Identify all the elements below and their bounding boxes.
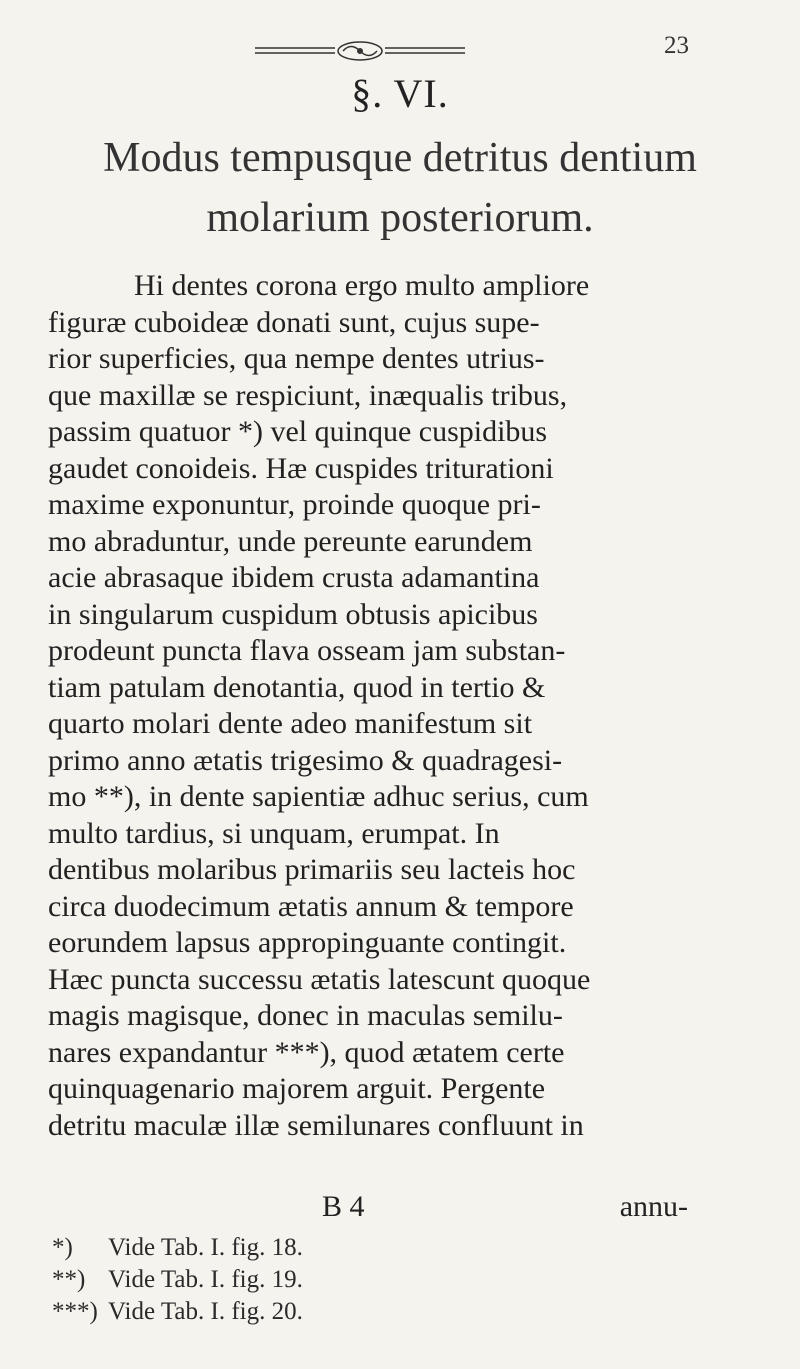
chapter-title <box>40 128 760 248</box>
text-line: nares expandantur ***), quod ætatem certe <box>48 1035 565 1069</box>
footnote-mark: **) <box>52 1266 86 1293</box>
footnote <box>52 1296 652 1328</box>
text-line: passim quatuor *) vel quinque cuspidibus <box>48 415 548 448</box>
text-line: Hi dentes corona ergo multo ampliore <box>134 269 590 302</box>
text-line: detritu maculæ illæ semilunares confluunt in <box>48 1108 584 1142</box>
catchline <box>48 1190 688 1226</box>
page-number: 23 <box>664 32 689 59</box>
text-line: Hæc puncta successu ætatis latescunt quoque <box>48 962 591 996</box>
footnote <box>52 1232 652 1264</box>
text-line: magis magisque, donec in maculas semilu- <box>48 999 563 1032</box>
footnote-text: Vide Tab. I. fig. 20. <box>108 1298 303 1325</box>
footnote-mark: *) <box>52 1234 73 1261</box>
text-line: prodeunt puncta flava osseam jam substan- <box>48 634 566 667</box>
chapter-title-line: molarium posteriorum. <box>206 195 594 241</box>
section-heading: §. VI. <box>351 71 449 116</box>
text-line: que maxillæ se respiciunt, inæqualis tribus, <box>48 378 568 412</box>
text-line: acie abrasaque ibidem crusta adamantina <box>48 561 540 594</box>
text-line: mo **), in dente sapientiæ adhuc serius, cum <box>48 780 589 813</box>
text-line: multo tardius, si unquam, erumpat. In <box>48 816 500 850</box>
text-line: quinquagenario majorem arguit. Pergente <box>48 1072 546 1105</box>
text-line: eorundem lapsus appropinguante contingit. <box>48 926 567 959</box>
chapter-title-line: Modus tempusque detritus dentium <box>103 135 697 181</box>
footnote-mark: ***) <box>52 1298 98 1325</box>
text-line: figuræ cuboideæ donati sunt, cujus supe- <box>48 305 540 339</box>
text-line: in singularum cuspidum obtusis apicibus <box>48 597 538 631</box>
footnote <box>52 1264 652 1296</box>
footnote-text: Vide Tab. I. fig. 18. <box>108 1234 303 1261</box>
text-line: primo anno ætatis trigesimo & quadragesi- <box>48 743 563 777</box>
printer-ornament-icon <box>255 40 465 62</box>
text-line: gaudet conoideis. Hæ cuspides triturationi <box>48 451 554 485</box>
text-line: circa duodecimum ætatis annum & tempore <box>48 889 574 923</box>
text-line: quarto molari dente adeo manifestum sit <box>48 707 533 740</box>
footnotes <box>52 1232 652 1328</box>
text-line: mo abraduntur, unde pereunte earundem <box>48 524 533 558</box>
text-line: tiam patulam denotantia, quod in tertio & <box>48 670 546 704</box>
text-line: maxime exponuntur, proinde quoque pri- <box>48 488 541 521</box>
catchword: annu- <box>619 1190 688 1223</box>
signature-mark: B 4 <box>322 1190 365 1223</box>
body-paragraph <box>48 268 688 1144</box>
text-line: dentibus molaribus primariis seu lacteis hoc <box>48 853 576 886</box>
text-line: rior superficies, qua nempe dentes utrius- <box>48 342 545 375</box>
footnote-text: Vide Tab. I. fig. 19. <box>108 1266 303 1293</box>
